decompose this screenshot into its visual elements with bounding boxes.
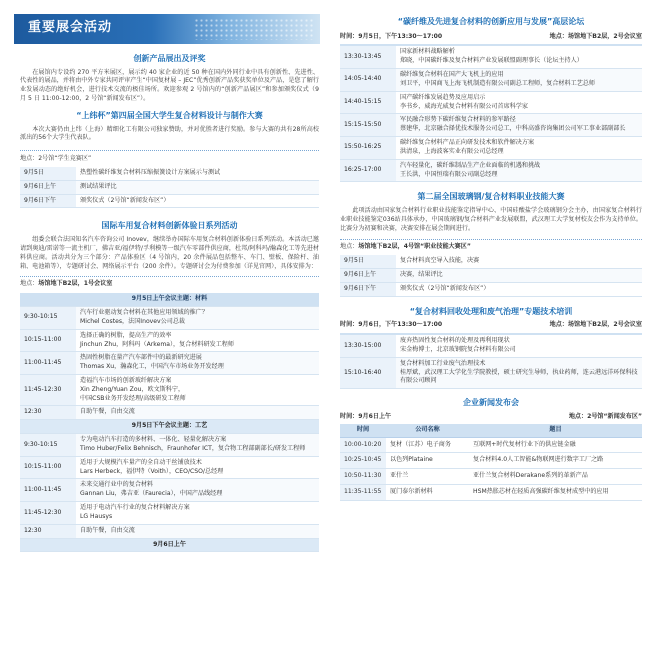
- forum-location: 地点：场馆地下B2层，2号会议室: [549, 32, 642, 40]
- auto-am-content: 自助午餐，自由交流: [76, 406, 319, 420]
- auto-am-content: 热固性树脂在量产汽车部件中的最新研究进展 Thomas Xu，瀚森化工，中国汽车市场业务开发经理: [76, 352, 319, 375]
- auto-am-content: 汽车行业驱动复合材料在其他应用领域的推广？ Michel Costes，法国Inovev公司总裁: [76, 307, 319, 330]
- table-row: [340, 335, 642, 357]
- session-head: [20, 293, 319, 306]
- skill-time: 9月6日下午: [340, 282, 396, 296]
- table-row: [20, 524, 319, 538]
- table-row: [340, 255, 642, 268]
- table-row: [20, 502, 319, 525]
- table-row: [340, 469, 642, 485]
- auto-pm-time: 10:15-11:00: [20, 456, 76, 479]
- skill-location-label: 地点：: [340, 243, 359, 251]
- banner-decoration: [194, 18, 314, 40]
- table-row: [20, 479, 319, 502]
- forum-content: 国家新材料战略解析 郑晓，中国碳纤维及复合材料产业发展联盟副理事长（论坛主持人）: [396, 46, 642, 68]
- forum-info: [340, 33, 642, 42]
- table-row: [20, 434, 319, 457]
- news-time: 11:35-11:55: [340, 485, 386, 501]
- forum-content: 国产碳纤维发展趋势及应用启示 李书乡，威海光威复合材料有限公司首席科学家: [396, 91, 642, 114]
- recycle-info: [340, 321, 642, 330]
- news-company: 厦门泰尔新材料: [386, 485, 469, 501]
- contest-schedule: [20, 167, 319, 208]
- table-row: [20, 167, 319, 180]
- table-row: [20, 180, 319, 194]
- session-head-label: 9月6日上午: [20, 538, 319, 552]
- table-row: [20, 352, 319, 375]
- auto-pm-time: 9:30-10:15: [20, 434, 76, 457]
- news-header-time: 时间: [340, 424, 386, 437]
- news-topic: 互联网+时代复材行业下的供应链金融: [469, 437, 642, 453]
- recycle-time: 13:30-15:00: [340, 335, 396, 357]
- recycle-title: “复合材料回收处理和废气治理”专题技术培训: [409, 306, 573, 316]
- table-row: [340, 453, 642, 469]
- auto-am-content: 造福汽车市场的创新玻纤解决方案 Xin Zheng/Yuan Zou，欧文斯科宁， 中国CSB业务开发经理/高级研发工程师: [76, 375, 319, 406]
- table-row: [20, 194, 319, 208]
- forum-time: 15:50-16:25: [340, 137, 396, 160]
- news-time: 10:00-10:20: [340, 437, 386, 453]
- news-date: 时间：9月6日上午: [340, 412, 392, 420]
- forum-time: 14:40-15:15: [340, 91, 396, 114]
- contest-content: 测试结果评比: [76, 180, 319, 194]
- auto-pm-content: 自助午餐，自由交流: [76, 524, 319, 538]
- skill-time: 9月6日上午: [340, 269, 396, 283]
- recycle-location: 地点：场馆地下B2层，2号会议室: [549, 321, 642, 329]
- auto-pm-content: 专为电动汽车打造的多材料、一体化、轻量化解决方案 Timo Huber/Felix Behnisch，Fraunhofer ICT，复合物工程部副部长/研发工程师: [76, 434, 319, 457]
- auto-pm-time: 12:30: [20, 524, 76, 538]
- news-schedule: [340, 424, 642, 501]
- auto-location-value: 场馆地下B2层，1号会议室: [38, 280, 113, 288]
- table-row: [20, 375, 319, 406]
- auto-am-time: 11:00-11:45: [20, 352, 76, 375]
- news-topic: 复合材料4.0人工智能&物联网进行数字工厂之路: [469, 453, 642, 469]
- innovation-section: [0, 53, 327, 552]
- news-company: 亚什兰: [386, 469, 469, 485]
- contest-time: 9月6日下午: [20, 194, 76, 208]
- section-banner: [14, 14, 320, 44]
- skill-content: 颁奖仪式（2号馆“新闻发布区”）: [396, 282, 642, 296]
- divider: [20, 150, 319, 151]
- news-topic: 亚什兰复合材料Derakane系列的革新产品: [469, 469, 642, 485]
- auto-location-label: 地点：: [20, 280, 39, 288]
- divider: [20, 276, 319, 277]
- session-head: [20, 538, 319, 552]
- skill-schedule: [340, 255, 642, 296]
- recycle-date: 时间：9月6日，下午13:30～17:00: [340, 321, 443, 329]
- contest-time: 9月6日上午: [20, 180, 76, 194]
- auto-am-time: 10:15-11:00: [20, 329, 76, 352]
- recycle-time: 15:10-16:40: [340, 357, 396, 388]
- forum-content: 碳纤维复合材料产品正向研发技术和软件解决方案 洪清泉，上海波客实业有限公司总经理: [396, 137, 642, 160]
- table-row: [340, 357, 642, 388]
- auto-pm-time: 11:45-12:30: [20, 502, 76, 525]
- news-title: 企业新闻发布会: [463, 398, 519, 408]
- skill-location: [340, 243, 642, 252]
- forum-schedule: [340, 46, 642, 182]
- innovation-title: 创新产品展出及评奖: [133, 54, 206, 63]
- banner-title: 重要展会活动: [28, 20, 113, 35]
- auto-para: 组委会联合法国知名汽车咨询公司 Inovev，继续举办国际车用复合材料创新体验日系列活动。本活动已邀请到奥迪/雷诺等一流主机厂，佛吉亚/福伊特/孚利模等一级汽车零部件供应商，杜邦/阿科玛/瀚森化工等先进材料供应商。活动共分为三个部分：产品体验区（4 号馆内，20 余件展品包括整车、车门、壁板、保险杆、油箱、电池箱等），专题研讨会、网络展示平台（200 余件）。专题研讨会为付费参加（详见官网），具体安排为：: [20, 236, 319, 270]
- table-row: [20, 406, 319, 420]
- session-head-label: 9月5日上午会议主题：材料: [20, 293, 319, 306]
- forum-date: 时间：9月5日，下午13:30～17:00: [340, 32, 443, 40]
- table-row: [340, 269, 642, 283]
- left-column: [0, 0, 327, 552]
- auto-schedule: [20, 293, 319, 552]
- news-company: 以色列Plataine: [386, 453, 469, 469]
- news-topic: HSM热胀芯材在轻质高强碳纤维复材成型中的应用: [469, 485, 642, 501]
- news-header-company: 公司名称: [386, 424, 469, 437]
- news-header-topic: 题目: [469, 424, 642, 437]
- contest-content: 颁奖仪式（2号馆“新闻发布区”）: [76, 194, 319, 208]
- table-row: [340, 69, 642, 92]
- recycle-schedule: [340, 335, 642, 389]
- skill-para: 此项活动由国家复合材料行业职业技能鉴定指导中心、中国硅酸盐学会玻璃钢分会主办，由国家复合材料行业职业技能鉴定036站具体承办，中国玻璃钢/复合材料产业发展联盟，武汉理工大学复材校友会作为支持单位。比赛分为初赛和决赛，决赛安排在展会期间进行。: [340, 206, 642, 232]
- auto-am-time: 9:30-10:15: [20, 307, 76, 330]
- auto-pm-content: 未来交通行业中的复合材料 Gannan Liu，弗吉亚（Faurecia），中国产品线经理: [76, 479, 319, 502]
- forum-time: 13:30-13:45: [340, 46, 396, 68]
- skill-location-value: 场馆地下B2层，4号馆“职业技能大赛区”: [358, 243, 471, 251]
- table-row: [20, 329, 319, 352]
- skill-content: 决赛，结果评比: [396, 269, 642, 283]
- news-company: 复材（江苏）电子商务: [386, 437, 469, 453]
- forum-content: 军民融合形势下碳纤维复合材料的参军路径 蔡建华，北京融合择优技术服务公司总工，中科高盛咨询集团公司军工事业部副部长: [396, 114, 642, 137]
- forum-time: 16:25-17:00: [340, 159, 396, 182]
- session-head-label: 9月5日下午会议主题：工艺: [20, 420, 319, 434]
- session-head: [20, 420, 319, 434]
- table-row: [340, 46, 642, 68]
- contest-para: 本次大赛仍由上纬（上海）精细化工有限公司独家赞助，并对优胜者进行奖励。参与大赛的共有28所高校派出的56个大学生代表队。: [20, 125, 319, 142]
- auto-pm-content: 适用于大规模汽车量产的全自动干丝铺放技术 Lars Herbeck，福伊特（Voith），CEO/CSO/总经理: [76, 456, 319, 479]
- auto-am-time: 12:30: [20, 406, 76, 420]
- contest-time: 9月5日: [20, 167, 76, 180]
- news-location: 地点：2号馆“新闻发布区”: [568, 412, 642, 420]
- table-row: [20, 456, 319, 479]
- news-time: 10:25-10:45: [340, 453, 386, 469]
- contest-content: 热塑性碳纤维复合材料压缩振簧设计方案展示与测试: [76, 167, 319, 180]
- auto-am-content: 选择正确的树脂，提高生产的效率 Jinchun Zhu，阿科玛（Arkema），复合材料研发工程师: [76, 329, 319, 352]
- skill-title: 第二届全国玻璃钢/复合材料职业技能大赛: [417, 192, 565, 202]
- right-column: [338, 0, 642, 501]
- contest-title: “上纬杯”第四届全国大学生复合材料设计与制作大赛: [76, 110, 263, 120]
- skill-time: 9月5日: [340, 255, 396, 268]
- table-row: [340, 137, 642, 160]
- auto-location: [20, 280, 319, 289]
- news-info: [340, 413, 642, 422]
- contest-location: 地点：2号馆“学生竞赛区”: [20, 155, 92, 163]
- table-row: [340, 114, 642, 137]
- forum-title: “碳纤维及先进复合材料的创新应用与发展”高层论坛: [397, 17, 585, 26]
- auto-am-time: 11:45-12:30: [20, 375, 76, 406]
- table-row: [340, 485, 642, 501]
- auto-pm-content: 适用于电动汽车行业的复合材料解决方案 LG Hausys: [76, 502, 319, 525]
- forum-time: 14:05-14:40: [340, 69, 396, 92]
- auto-title: 国际车用复合材料创新体验日系列活动: [101, 221, 238, 231]
- innovation-para: 在展馆内专设约 270 平方米展区，展示约 40 家企业的近 50 种在国内外同行业中具有创新性、先进性、代表性的展品，并将由中外专家共同评审产生“中国复材展 – JEC”优秀创新产品奖获奖单位及产品，是您了解行业发展动态的绝好机会，进行技术交流的极佳场所。欢迎参观 2 号馆内的“创新产品展区”和参加颁奖仪式（9 月 5 日 11:00-12:00，2 号馆“新闻发布区”）。: [20, 68, 319, 103]
- table-row: [340, 282, 642, 296]
- forum-content: 碳纤维复合材料在国产大飞机上的应用 刘卫平，中国商飞上海飞机制造有限公司副总工程师，复合材料工艺总师: [396, 69, 642, 92]
- table-row: [340, 91, 642, 114]
- divider: [340, 239, 642, 240]
- auto-pm-time: 11:00-11:45: [20, 479, 76, 502]
- news-time: 10:50-11:30: [340, 469, 386, 485]
- forum-time: 15:15-15:50: [340, 114, 396, 137]
- table-row: [20, 307, 319, 330]
- skill-content: 复合材料真空导入技能，决赛: [396, 255, 642, 268]
- recycle-content: 废弃热固性复合材料的处理及再利用现状 宋金梅博士，北京玻钢院复合材料有限公司: [396, 335, 642, 357]
- recycle-content: 复合材料加工行业废气治理技术 桂厚斌，武汉理工大学化生学院教授，硕士研究生导师，执业药师，连云港远洋环保科技有限公司顾问: [396, 357, 642, 388]
- forum-content: 汽车轻量化，碳纤维制品生产企业面临的机遇和挑战 王长洪，中国恒瑞有限公司副总经理: [396, 159, 642, 182]
- table-row: [340, 437, 642, 453]
- table-row: [340, 159, 642, 182]
